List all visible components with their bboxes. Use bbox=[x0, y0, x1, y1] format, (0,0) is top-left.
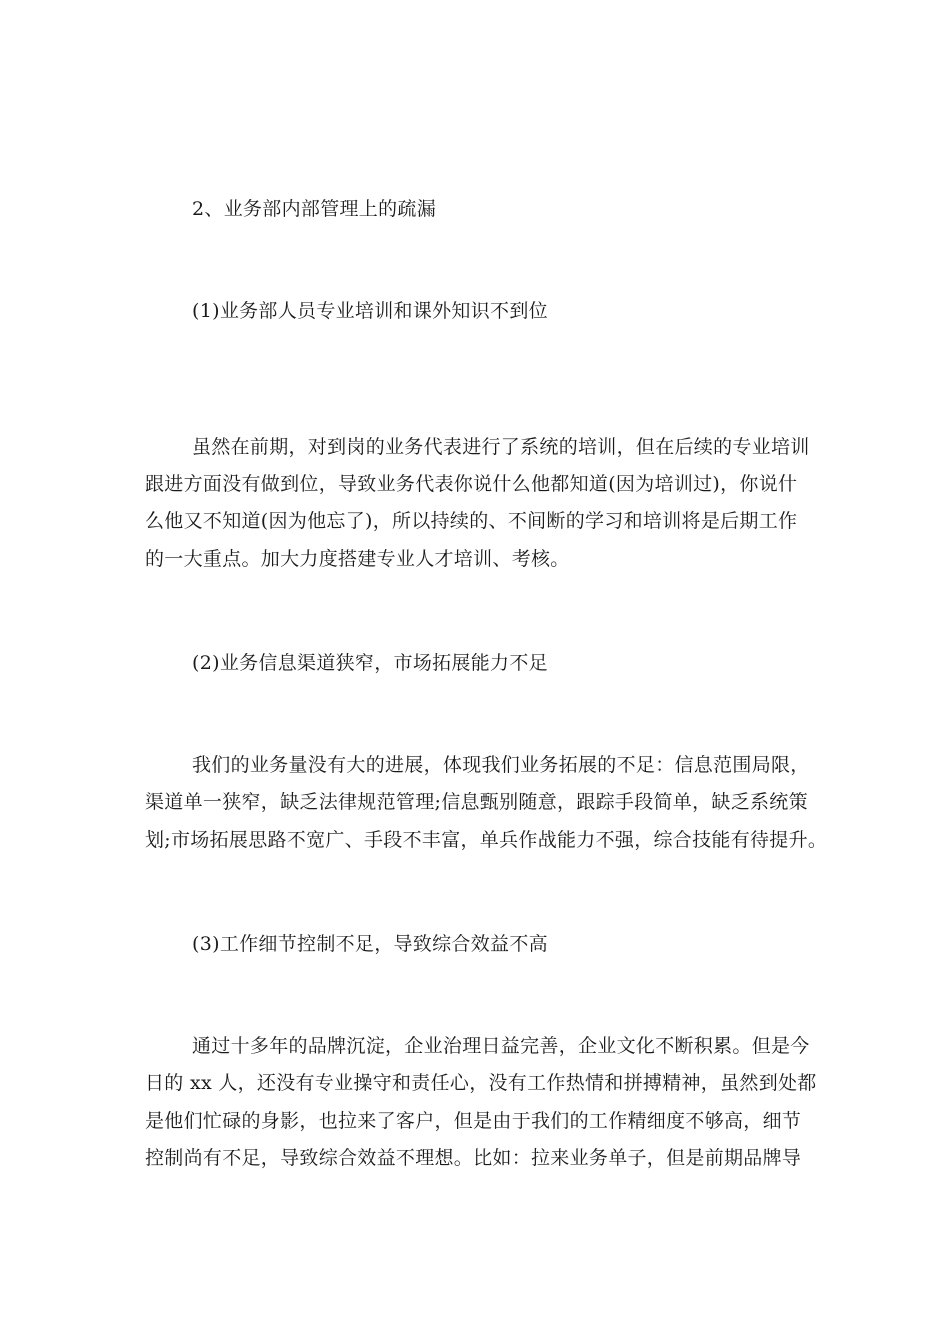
section-heading: 2、业务部内部管理上的疏漏 bbox=[192, 198, 436, 220]
subsection-heading-2: (2)业务信息渠道狭窄，市场拓展能力不足 bbox=[192, 652, 548, 674]
paragraph-1-line-3: 么他又不知道(因为他忘了)，所以持续的、不间断的学习和培训将是后期工作 bbox=[145, 510, 798, 532]
subsection-heading-3: (3)工作细节控制不足，导致综合效益不高 bbox=[192, 933, 548, 955]
paragraph-3-line-4: 控制尚有不足，导致综合效益不理想。比如：拉来业务单子，但是前期品牌导 bbox=[145, 1147, 802, 1169]
paragraph-1-line-4: 的一大重点。加大力度搭建专业人才培训、考核。 bbox=[145, 548, 570, 570]
subsection-heading-1: (1)业务部人员专业培训和课外知识不到位 bbox=[192, 300, 548, 322]
paragraph-1-line-1: 虽然在前期，对到岗的业务代表进行了系统的培训，但在后续的专业培训 bbox=[192, 436, 810, 458]
paragraph-2-line-2: 渠道单一狭窄，缺乏法律规范管理;信息甄别随意，跟踪手段简单，缺乏系统策 bbox=[145, 791, 808, 813]
paragraph-3-line-3: 是他们忙碌的身影，也拉来了客户，但是由于我们的工作精细度不够高，细节 bbox=[145, 1110, 802, 1132]
paragraph-3-line-2: 日的 xx 人，还没有专业操守和责任心，没有工作热情和拼搏精神，虽然到处都 bbox=[145, 1072, 817, 1094]
paragraph-3-line-1: 通过十多年的品牌沉淀，企业治理日益完善，企业文化不断积累。但是今 bbox=[192, 1035, 810, 1057]
paragraph-1-line-2: 跟进方面没有做到位，导致业务代表你说什么他都知道(因为培训过)，你说什 bbox=[145, 473, 798, 495]
paragraph-2-line-3: 划;市场拓展思路不宽广、手段不丰富，单兵作战能力不强，综合技能有待提升。 bbox=[145, 829, 828, 851]
paragraph-2-line-1: 我们的业务量没有大的进展，体现我们业务拓展的不足：信息范围局限， bbox=[192, 754, 810, 776]
